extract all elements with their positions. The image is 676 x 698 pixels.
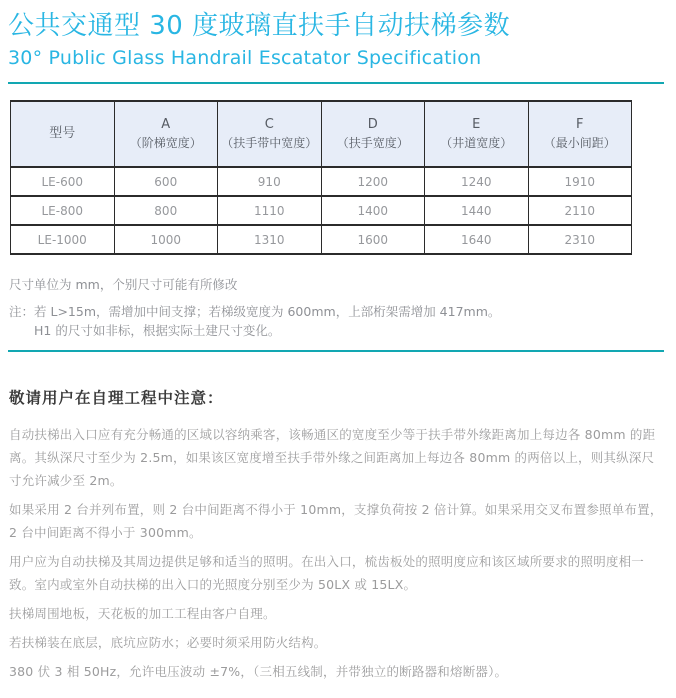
value-cell: 1310: [218, 225, 322, 254]
page-subtitle: 30° Public Glass Handrail Escatator Specification: [8, 47, 482, 69]
attention-paragraph: 若扶梯装在底层，底坑应防水；必要时须采用防火结构。: [9, 635, 327, 650]
value-cell: 1910: [528, 167, 632, 196]
top-divider: [8, 82, 664, 84]
attention-paragraph: 用户应为自动扶梯及其周边提供足够和适当的照明。在出入口，梳齿板处的照明度应和该区域所要求的照明度相一致。室内或室外自动扶梯的出入口的光照度分别至少为 50LX 或 15LX。: [9, 554, 645, 592]
col-desc: （最小间距）: [543, 136, 616, 150]
value-cell: 1400: [321, 196, 425, 225]
attention-heading: 敬请用户在自理工程中注意：: [9, 389, 224, 407]
attention-section: [9, 389, 666, 683]
col-header-c: [218, 101, 322, 167]
note-row: [9, 302, 666, 340]
col-header-f: [528, 101, 632, 167]
attention-paragraph: 380 伏 3 相 50Hz，允许电压波动 ±7%，（三相五线制，并带独立的断路器和熔断器）。: [9, 664, 508, 679]
model-cell: LE-1000: [11, 225, 115, 254]
value-cell: 1000: [114, 225, 218, 254]
col-desc: （扶手宽度）: [336, 136, 409, 150]
col-header-d: [321, 101, 425, 167]
attention-paragraph: 扶梯周围地板，天花板的加工工程由客户自理。: [9, 606, 276, 621]
attention-paragraph: 如果采用 2 台并列布置，则 2 台中间距离不得小于 10mm，支撑负荷按 2 倍计算。如果采用交叉布置参照单布置，2 台中间距离不得小于 300mm。: [9, 502, 663, 540]
note-line-2: H1 的尺寸如非标，根据实际土建尺寸变化。: [34, 323, 281, 338]
unit-note: 尺寸单位为 mm，个别尺寸可能有所修改: [9, 277, 238, 292]
col-code: D: [367, 117, 378, 132]
value-cell: 1110: [218, 196, 322, 225]
value-cell: 2310: [528, 225, 632, 254]
col-desc: （井道宽度）: [440, 136, 513, 150]
note-label: 注：: [9, 304, 35, 319]
col-code: 型号: [49, 125, 76, 141]
col-header-a: [114, 101, 218, 167]
note-line-1: 若 L>15m，需增加中间支撑；若梯级宽度为 600mm，上部桁架需增加 417mm。: [34, 304, 501, 319]
col-desc: （阶梯宽度）: [129, 136, 202, 150]
value-cell: 1640: [425, 225, 529, 254]
value-cell: 2110: [528, 196, 632, 225]
model-cell: LE-800: [11, 196, 115, 225]
col-desc: （扶手带中宽度）: [221, 136, 318, 150]
value-cell: 600: [114, 167, 218, 196]
col-header-model: [11, 101, 115, 167]
value-cell: 1240: [425, 167, 529, 196]
table-row: [11, 167, 632, 196]
header-row: [11, 101, 632, 167]
col-code: C: [264, 117, 274, 132]
col-code: A: [161, 117, 171, 132]
page-title: 公共交通型 30 度玻璃直扶手自动扶梯参数: [8, 11, 511, 41]
value-cell: 1200: [321, 167, 425, 196]
spec-table-body: [11, 167, 632, 254]
value-cell: 800: [114, 196, 218, 225]
table-row: [11, 196, 632, 225]
col-code: E: [472, 117, 481, 132]
table-row: [11, 225, 632, 254]
col-code: F: [576, 117, 584, 132]
value-cell: 1600: [321, 225, 425, 254]
value-cell: 910: [218, 167, 322, 196]
middle-divider: [8, 350, 664, 352]
note-body: [34, 302, 666, 340]
value-cell: 1440: [425, 196, 529, 225]
spec-table: [10, 100, 632, 255]
model-cell: LE-600: [11, 167, 115, 196]
col-header-e: [425, 101, 529, 167]
spec-table-header: [11, 101, 632, 167]
dimension-notes: [9, 275, 666, 340]
attention-paragraph: 自动扶梯出入口应有充分畅通的区域以容纳乘客，该畅通区的宽度至少等于扶手带外缘距离加上每边各 80mm 的距离。其纵深尺寸至少为 2.5m，如果该区宽度增至扶手带外缘之间距离加上每边各 80mm 的两倍以上，则其纵深尺寸允许减少至 2m。: [9, 427, 656, 488]
